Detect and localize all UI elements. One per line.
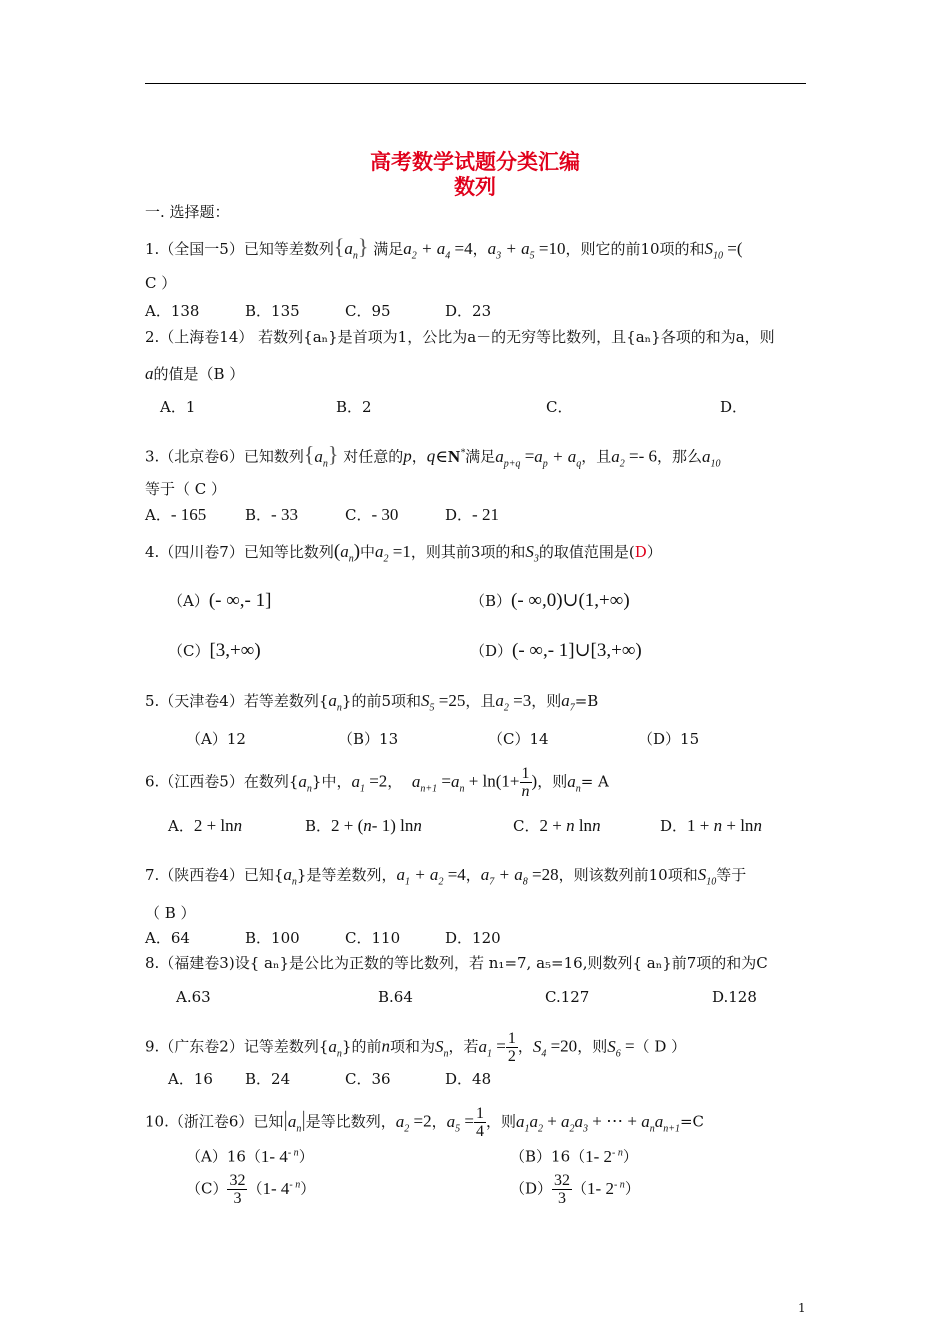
q9-option-a: A．16: [168, 1070, 213, 1088]
q4-option-a: （A）(- ∞,- 1]: [168, 590, 272, 611]
q2-option-c: C．: [546, 398, 573, 416]
q5-option-c: （C）14: [488, 730, 549, 748]
q1-option-d: D．23: [445, 302, 492, 320]
q6-option-d: D．1 + n + lnn: [660, 816, 762, 835]
q2-option-b: B．2: [336, 398, 372, 416]
q6-option-c: C．2 + n lnn: [513, 816, 601, 835]
q1-option-b: B．135: [245, 302, 300, 320]
q5-option-b: （B）13: [338, 730, 399, 748]
header-rule: [145, 83, 806, 84]
question-3-cont: 等于（ C ）: [145, 480, 227, 498]
q7-option-d: D．120: [445, 929, 501, 947]
q8-option-a: A.63: [176, 988, 211, 1006]
q1-option-c: C．95: [345, 302, 391, 320]
q5-option-a: （A）12: [186, 730, 246, 748]
q3-option-d: D．- 21: [445, 505, 499, 524]
q4-option-c: （C）[3,+∞): [168, 640, 261, 661]
q1-option-a: A．138: [145, 302, 200, 320]
question-2-cont: a的值是（B ）: [145, 364, 245, 383]
q10-option-c: （C） $\frac{32}{3}$ （1- $4^{- n}$）: [186, 1172, 316, 1207]
question-8: 8.（福建卷3)设{ aₙ}是公比为正数的等比数列，若 n₁=7, a₅=16,则数列{ aₙ}前7项的和为C: [145, 954, 768, 972]
q5-option-d: （D）15: [638, 730, 700, 748]
question-10: 10.（浙江卷6）已知$|a_n|$是等比数列，$a_2 =2$，$a_5$ = $\frac{1}{4}$ ，则$a_1a_2 + a_2a_3$ + ⋯ + $a_na_{n+1}=C$: [145, 1105, 705, 1140]
q8-option-d: D.128: [712, 988, 757, 1006]
question-3: 3.（北京卷6）已知数列$\{a_n\}$ 对任意的p，q∈N*满足$a_{p+q} =a_p + a_q$，且$a_2 =- 6$，那么$a_{10}$: [145, 441, 721, 470]
question-7: 7.（陕西卷4）已知$\{a_n\}$是等差数列，$a_1 + a_2 =4$，$a_7 + a_8 =28$，则该数列前10项和$S_{10}$等于: [145, 865, 747, 888]
q10-option-d: （D） $\frac{32}{3}$ （1- $2^{- n}$）: [510, 1172, 640, 1207]
q3-option-a: A．- 165: [145, 505, 207, 524]
question-1: 1.（全国一5）已知等差数列$\{a_n\}$ 满足$a_2 + a_4 =4$，$a_3 + a_5 =10$，则它的前10项的和$S_{10}$ =(: [145, 234, 743, 262]
question-7-cont: （ B ）: [145, 904, 196, 922]
question-4: 4.（四川卷7）已知等比数列$(a_n)$中$a_2 =1$，则其前3项的和$S_3$的取值范围是(D）: [145, 541, 662, 565]
q9-option-d: D．48: [445, 1070, 492, 1088]
q10-option-a: （A）16（1- $4^{- n}$）: [186, 1146, 314, 1166]
q8-option-c: C.127: [545, 988, 590, 1006]
q9-option-b: B．24: [245, 1070, 291, 1088]
section-heading: 一. 选择题：: [145, 203, 230, 221]
q6-option-b: B．2 + (n- 1) lnn: [305, 816, 422, 835]
q4-option-d: （D）(- ∞,- 1]∪[3,+∞): [470, 640, 642, 661]
question-1-answer: C ）: [145, 274, 177, 292]
q2-option-d: D．: [720, 398, 748, 416]
q2-option-a: A．1: [160, 398, 196, 416]
question-5: 5.（天津卷4）若等差数列$\{a_n\}$的前5项和$S_5 =25$，且$a_2 =3$，则$a_7=B$: [145, 691, 599, 714]
question-2: 2.（上海卷14） 若数列{aₙ}是首项为1，公比为a－的无穷等比数列，且{aₙ}各项的和为a，则: [145, 328, 775, 346]
q3-option-c: C．- 30: [345, 505, 399, 524]
q4-option-b: （B）(- ∞,0)∪(1,+∞): [470, 590, 630, 611]
document-title: 高考数学试题分类汇编: [370, 150, 580, 174]
q7-option-a: A．64: [145, 929, 190, 947]
q6-option-a: A．2 + lnn: [168, 816, 243, 835]
q9-option-c: C．36: [345, 1070, 391, 1088]
q10-option-b: （B）16（1- $2^{- n}$）: [510, 1146, 638, 1166]
question-9: 9.（广东卷2）记等差数列$\{a_n\}$的前n项和为$S_n$，若$a_1$ = $\frac{1}{2}$ ，$S_4 =20$，则$S_6$ =（ D ）: [145, 1030, 687, 1065]
q7-option-c: C．110: [345, 929, 401, 947]
question-6: 6.（江西卷5）在数列$\{a_n\}$中，$a_1 =2$， $a_{n+1} =a_n + \ln(1+$ $\frac{1}{n}$ )，则$a_n= A$: [145, 765, 609, 800]
q7-option-b: B．100: [245, 929, 300, 947]
q3-option-b: B．- 33: [245, 505, 298, 524]
document-subtitle: 数列: [454, 175, 496, 199]
page-number: 1: [798, 1301, 806, 1315]
q8-option-b: B.64: [378, 988, 413, 1006]
